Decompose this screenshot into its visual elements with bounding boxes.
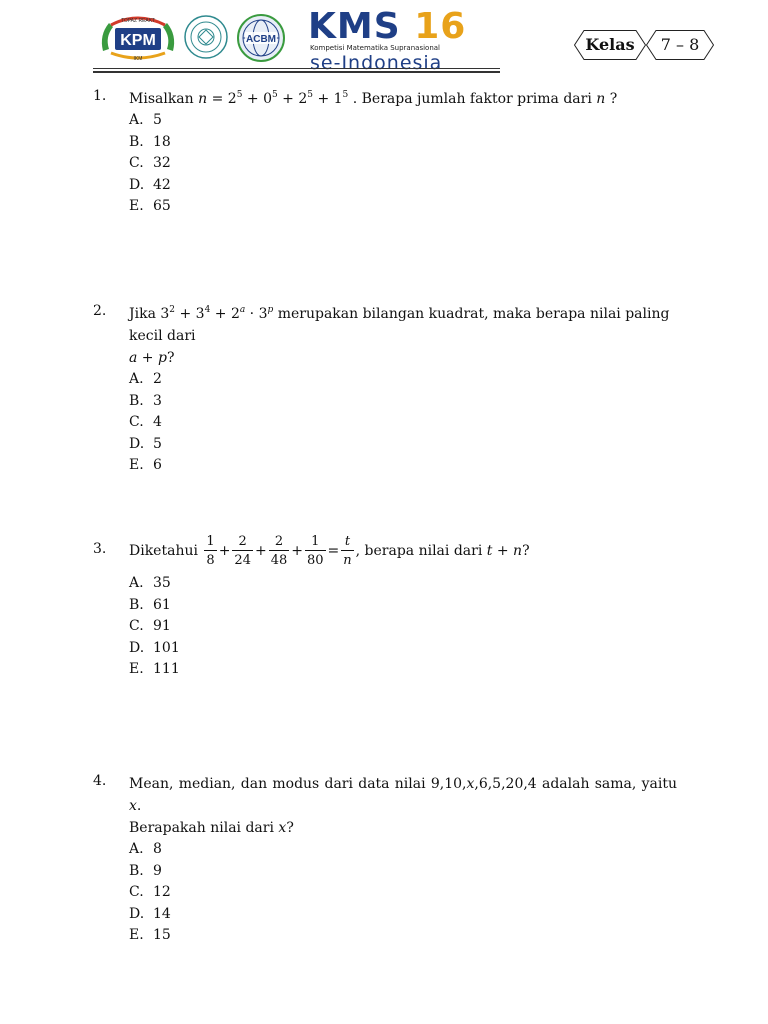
kms-brand bbox=[308, 8, 478, 74]
option-b[interactable]: B. 61 bbox=[129, 596, 171, 613]
brand-kms-text: KMS bbox=[308, 6, 401, 47]
option-b[interactable]: B. 18 bbox=[129, 133, 171, 150]
fraction-4: $\frac{1}{80}$ bbox=[306, 533, 324, 568]
question-text-line2: a + p? bbox=[129, 350, 175, 366]
kelas-value-tag bbox=[646, 30, 714, 60]
answer-options bbox=[129, 573, 677, 681]
question-text: Diketahui $\frac{1}{8}$ + $\frac{2}{24}$ + $\frac{2}{48}$ + $\frac{1}{80}$ = $\frac{t}{n}$ , berapa nilai dari t + n? bbox=[129, 533, 530, 568]
fraction-3: $\frac{2}{48}$ bbox=[270, 533, 288, 568]
fraction-2: $\frac{2}{24}$ bbox=[234, 533, 251, 568]
answer-options bbox=[129, 839, 677, 947]
brand-title bbox=[308, 8, 466, 46]
option-b[interactable]: B. 3 bbox=[129, 392, 162, 409]
question-text: Mean, median, dan modus dari data nilai 9,10,x,6,5,20,4 adalah sama, yaitu x. bbox=[129, 776, 677, 814]
kelas-label-tag bbox=[574, 30, 646, 60]
answer-options bbox=[129, 369, 677, 477]
fraction-result: $\frac{t}{n}$ bbox=[343, 533, 352, 568]
option-e[interactable]: E. 15 bbox=[129, 927, 171, 943]
brand-region: se-Indonesia bbox=[310, 52, 443, 74]
question-number: 3. bbox=[93, 541, 107, 557]
option-d[interactable]: D. 5 bbox=[129, 435, 162, 452]
kelas-label: Kelas bbox=[585, 35, 635, 54]
option-d[interactable]: D. 14 bbox=[129, 905, 171, 922]
question-text: Misalkan $n = 2^5 + 0^5 + 2^5 + 1^5$ . Berapa jumlah faktor prima dari n ? bbox=[129, 90, 618, 107]
svg-text:IKM: IKM bbox=[133, 56, 143, 62]
option-d[interactable]: D. 101 bbox=[129, 639, 180, 656]
option-c[interactable]: C. 91 bbox=[129, 618, 171, 634]
question-number: 1. bbox=[93, 88, 107, 104]
question-number: 4. bbox=[93, 773, 107, 789]
question-text: Jika $3^2 + 3^4 + 2^a \cdot 3^p$ merupakan bilangan kuadrat, maka berapa nilai paling kecil dari bbox=[129, 305, 670, 344]
kpm-logo bbox=[97, 13, 179, 63]
option-d[interactable]: D. 42 bbox=[129, 176, 171, 193]
option-b[interactable]: B. 9 bbox=[129, 862, 162, 879]
option-e[interactable]: E. 65 bbox=[129, 198, 171, 214]
option-a[interactable]: A. 35 bbox=[129, 575, 171, 591]
option-c[interactable]: C. 12 bbox=[129, 884, 171, 900]
question-number: 2. bbox=[93, 303, 107, 319]
svg-text:ACBM: ACBM bbox=[246, 34, 276, 45]
option-e[interactable]: E. 6 bbox=[129, 457, 162, 473]
kelas-value: 7 – 8 bbox=[660, 35, 700, 54]
institution-seal-logo bbox=[183, 13, 229, 61]
brand-subtitle: Kompetisi Matematika Supranasional bbox=[310, 44, 440, 52]
brand-number-text: 16 bbox=[414, 6, 467, 47]
option-e[interactable]: E. 111 bbox=[129, 661, 180, 677]
fraction-1: $\frac{1}{8}$ bbox=[206, 533, 215, 568]
svg-text:KPM: KPM bbox=[120, 32, 156, 49]
page-header bbox=[0, 0, 768, 80]
header-rule-thin bbox=[93, 68, 500, 69]
option-a[interactable]: A. 8 bbox=[129, 841, 162, 857]
acbm-logo bbox=[236, 13, 286, 63]
option-c[interactable]: C. 32 bbox=[129, 155, 171, 171]
question-text-line2: Berapakah nilai dari x? bbox=[129, 820, 294, 836]
option-a[interactable]: A. 2 bbox=[129, 371, 162, 387]
option-a[interactable]: A. 5 bbox=[129, 112, 162, 128]
answer-options bbox=[129, 110, 677, 218]
option-c[interactable]: C. 4 bbox=[129, 414, 162, 430]
header-rule-thick bbox=[93, 71, 500, 73]
svg-text:TOPAZ REAKT: TOPAZ REAKT bbox=[120, 18, 156, 24]
